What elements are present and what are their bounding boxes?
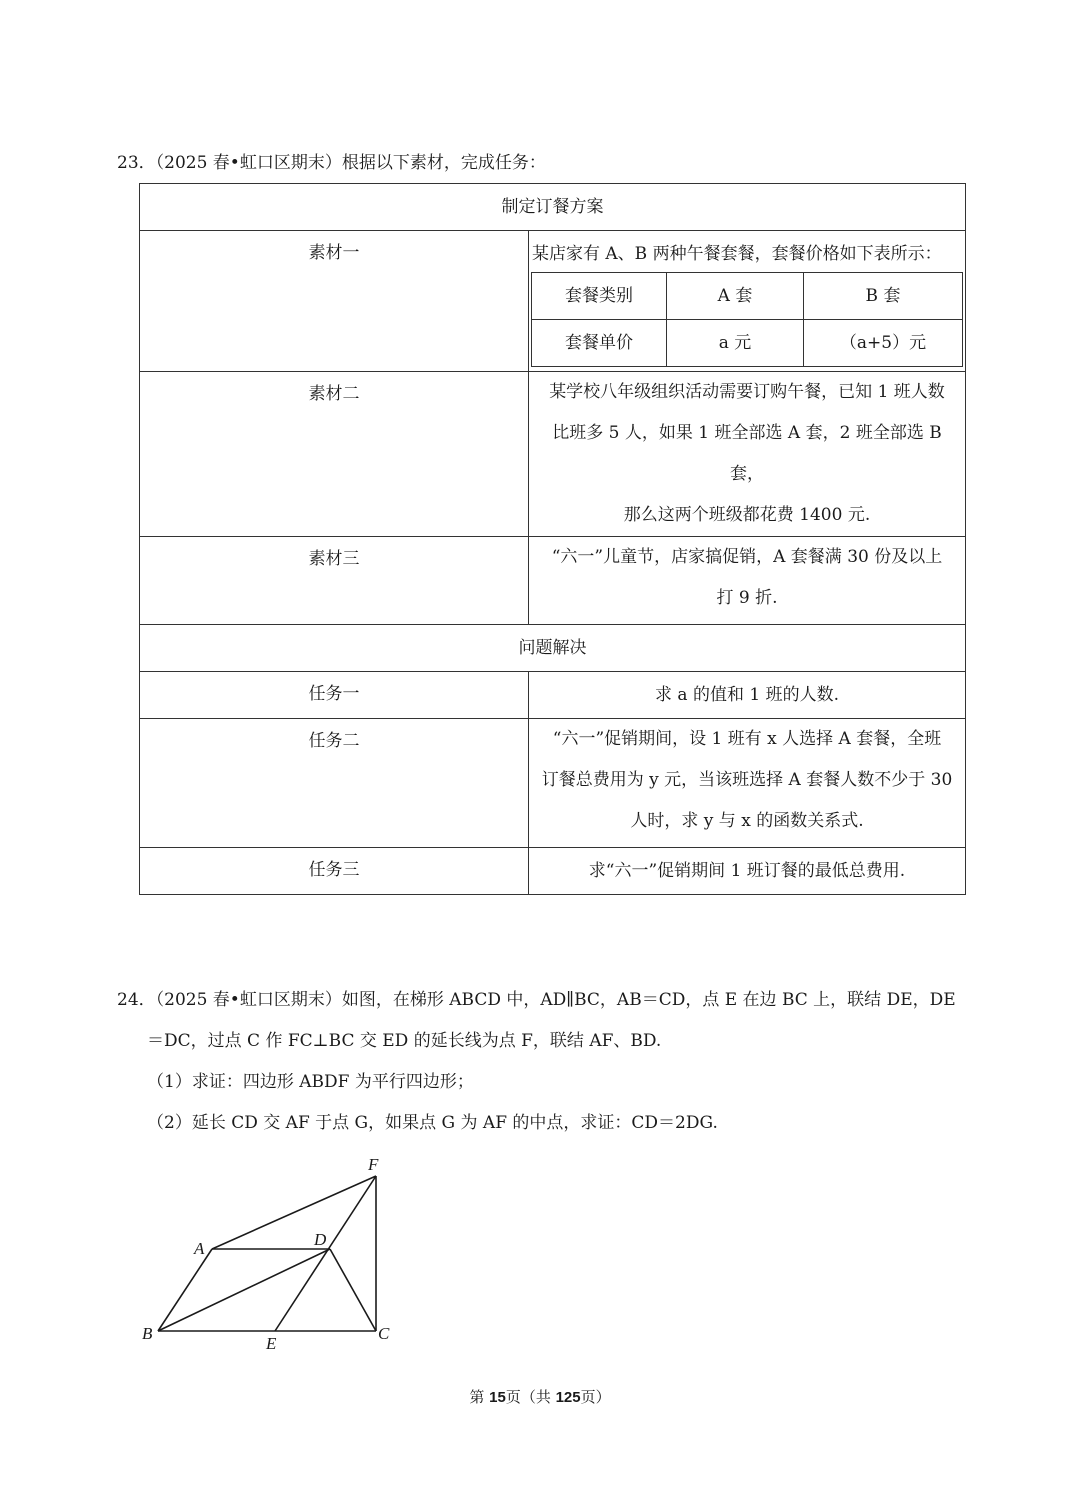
- task1-text: 求 a 的值和 1 班的人数.: [529, 672, 966, 719]
- material2-line: 某学校八年级组织活动需要订购午餐，已知 1 班人数: [549, 382, 945, 402]
- label-F: F: [368, 1155, 379, 1174]
- solve-header: 问题解决: [140, 625, 966, 672]
- q23-intro: 23．（2025 春•虹口区期末）根据以下素材，完成任务：: [117, 153, 546, 173]
- material2-content: [529, 372, 966, 537]
- label-C: C: [378, 1324, 390, 1343]
- label-A: A: [194, 1239, 205, 1258]
- plan-header: 制定订餐方案: [140, 184, 966, 231]
- material1-label: 素材一: [140, 231, 529, 372]
- task3-text: 求“六一”促销期间 1 班订餐的最低总费用.: [529, 848, 966, 895]
- material3-content: [529, 537, 966, 625]
- task1-label: 任务一: [140, 672, 529, 719]
- page-number: 15: [489, 1389, 506, 1406]
- total-pages: 125: [555, 1389, 581, 1406]
- segment-BD: [158, 1249, 330, 1331]
- label-D: D: [314, 1230, 327, 1249]
- material3-line: 打 9 折.: [716, 588, 778, 608]
- task2-line: 订餐总费用为 y 元，当该班选择 A 套餐人数不少于 30: [541, 770, 953, 790]
- task2-line: 人时，求 y 与 x 的函数关系式.: [630, 811, 864, 831]
- material2-label: 素材二: [140, 372, 529, 537]
- q23-table: [139, 183, 966, 895]
- q24-part2: （2）延长 CD 交 AF 于点 G，如果点 G 为 AF 的中点，求证：CD＝2DG.: [147, 1113, 718, 1133]
- task3-label: 任务三: [140, 848, 529, 895]
- label-E: E: [266, 1334, 277, 1353]
- task2-content: [529, 719, 966, 848]
- q24-part1: （1）求证：四边形 ABDF 为平行四边形；: [147, 1072, 474, 1092]
- material2-line: 那么这两个班级都花费 1400 元.: [623, 505, 871, 525]
- material3-label: 素材三: [140, 537, 529, 625]
- material3-line: “六一”儿童节，店家搞促销，A 套餐满 30 份及以上: [551, 547, 943, 567]
- q24-line2: ＝DC，过点 C 作 FC⊥BC 交 ED 的延长线为点 F，联结 AF、BD.: [147, 1031, 662, 1051]
- price-cell: 套餐单价: [532, 320, 667, 367]
- price-header-cell: 套餐类别: [532, 273, 667, 320]
- price-header-cell: A 套: [667, 273, 804, 320]
- label-B: B: [142, 1324, 153, 1343]
- page-footer: 第 15页（共 125页）: [469, 1388, 611, 1406]
- material1-content: [529, 231, 966, 372]
- segment-DC: [330, 1249, 376, 1331]
- price-table: [531, 272, 963, 367]
- task2-label: 任务二: [140, 719, 529, 848]
- task2-line: “六一”促销期间，设 1 班有 x 人选择 A 套餐，全班: [552, 729, 942, 749]
- price-header-cell: B 套: [804, 273, 963, 320]
- material1-text: 某店家有 A、B 两种午餐套餐，套餐价格如下表所示：: [532, 244, 942, 264]
- trapezoid-figure: [130, 1150, 410, 1355]
- q24-line1: 24．（2025 春•虹口区期末）如图，在梯形 ABCD 中，AD∥BC，AB＝CD，点 E 在边 BC 上，联结 DE，DE: [117, 990, 956, 1010]
- material2-line: 比班多 5 人，如果 1 班全部选 A 套，2 班全部选 B 套，: [552, 423, 942, 484]
- price-cell: （a+5）元: [804, 320, 963, 367]
- price-cell: a 元: [667, 320, 804, 367]
